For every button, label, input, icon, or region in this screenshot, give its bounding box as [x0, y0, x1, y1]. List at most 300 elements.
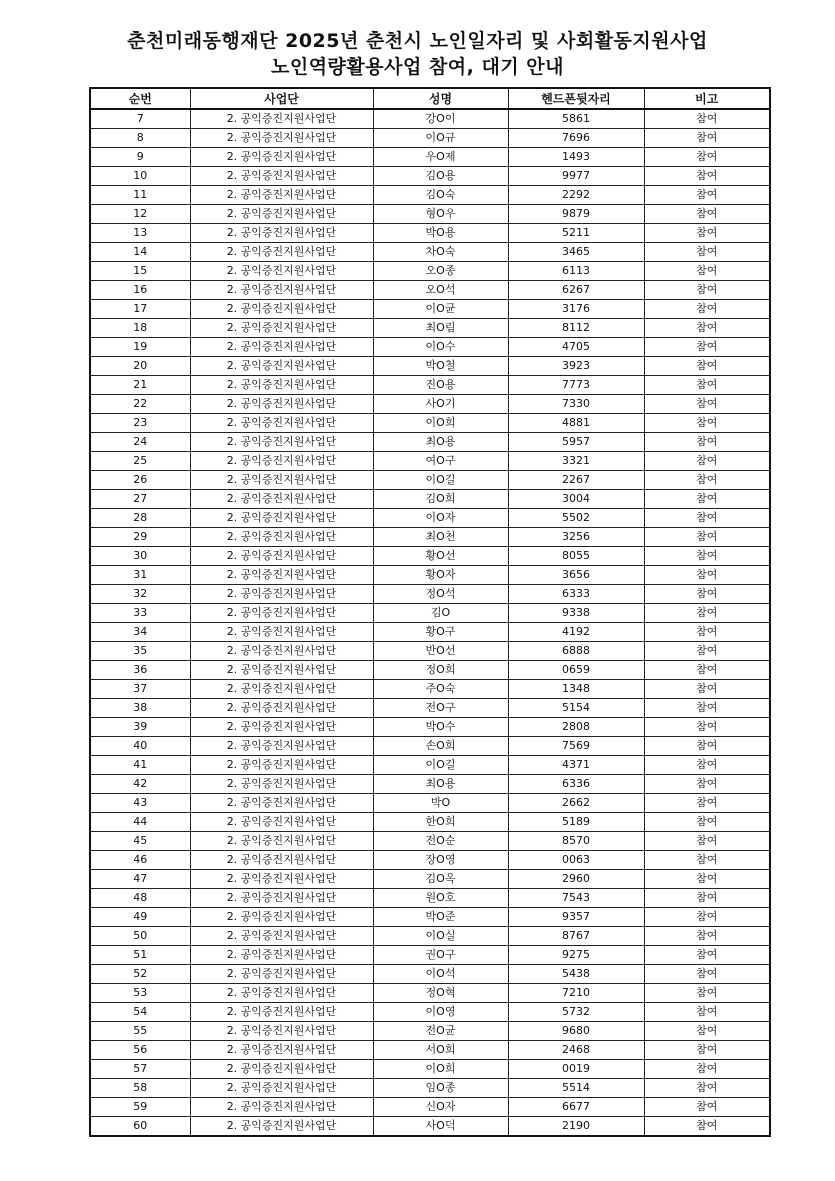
cell-project-group: 2. 공익증진지원사업단 [190, 1041, 373, 1060]
table-row [90, 167, 770, 186]
cell-name: 김O희 [373, 490, 508, 509]
cell-name: 박O준 [373, 908, 508, 927]
cell-sequence-number: 42 [90, 775, 190, 794]
table-row [90, 585, 770, 604]
cell-remarks: 참여 [644, 794, 770, 813]
cell-name: 우O제 [373, 148, 508, 167]
cell-sequence-number: 14 [90, 243, 190, 262]
cell-project-group: 2. 공익증진지원사업단 [190, 1079, 373, 1098]
table-row [90, 756, 770, 775]
cell-sequence-number: 15 [90, 262, 190, 281]
cell-phone-last-digits: 5211 [508, 224, 644, 243]
table-row [90, 1022, 770, 1041]
cell-name: 이O길 [373, 471, 508, 490]
table-row [90, 205, 770, 224]
cell-name: 박O [373, 794, 508, 813]
cell-name: 정O석 [373, 585, 508, 604]
cell-name: 최O천 [373, 528, 508, 547]
cell-phone-last-digits: 4881 [508, 414, 644, 433]
cell-name: 전O구 [373, 699, 508, 718]
table-row [90, 623, 770, 642]
cell-project-group: 2. 공익증진지원사업단 [190, 794, 373, 813]
cell-phone-last-digits: 3256 [508, 528, 644, 547]
cell-phone-last-digits: 0019 [508, 1060, 644, 1079]
cell-phone-last-digits: 2267 [508, 471, 644, 490]
cell-sequence-number: 16 [90, 281, 190, 300]
table-row [90, 243, 770, 262]
cell-phone-last-digits: 1348 [508, 680, 644, 699]
cell-remarks: 참여 [644, 395, 770, 414]
cell-sequence-number: 28 [90, 509, 190, 528]
table-row [90, 224, 770, 243]
table-row [90, 1003, 770, 1022]
cell-project-group: 2. 공익증진지원사업단 [190, 186, 373, 205]
table-row [90, 1041, 770, 1060]
cell-phone-last-digits: 9357 [508, 908, 644, 927]
cell-project-group: 2. 공익증진지원사업단 [190, 1117, 373, 1137]
table-row [90, 965, 770, 984]
cell-project-group: 2. 공익증진지원사업단 [190, 889, 373, 908]
cell-remarks: 참여 [644, 224, 770, 243]
cell-name: 이O규 [373, 129, 508, 148]
cell-project-group: 2. 공익증진지원사업단 [190, 851, 373, 870]
cell-sequence-number: 23 [90, 414, 190, 433]
cell-phone-last-digits: 8112 [508, 319, 644, 338]
cell-remarks: 참여 [644, 1022, 770, 1041]
cell-remarks: 참여 [644, 205, 770, 224]
cell-sequence-number: 45 [90, 832, 190, 851]
cell-remarks: 참여 [644, 851, 770, 870]
table-row [90, 775, 770, 794]
cell-remarks: 참여 [644, 623, 770, 642]
cell-name: 한O희 [373, 813, 508, 832]
cell-sequence-number: 35 [90, 642, 190, 661]
cell-remarks: 참여 [644, 946, 770, 965]
cell-phone-last-digits: 7773 [508, 376, 644, 395]
cell-project-group: 2. 공익증진지원사업단 [190, 452, 373, 471]
cell-sequence-number: 31 [90, 566, 190, 585]
cell-project-group: 2. 공익증진지원사업단 [190, 1098, 373, 1117]
cell-phone-last-digits: 7210 [508, 984, 644, 1003]
table-row [90, 851, 770, 870]
cell-project-group: 2. 공익증진지원사업단 [190, 699, 373, 718]
cell-project-group: 2. 공익증진지원사업단 [190, 661, 373, 680]
cell-phone-last-digits: 5154 [508, 699, 644, 718]
cell-name: 황O선 [373, 547, 508, 566]
cell-project-group: 2. 공익증진지원사업단 [190, 737, 373, 756]
cell-sequence-number: 24 [90, 433, 190, 452]
cell-name: 이O실 [373, 927, 508, 946]
cell-remarks: 참여 [644, 832, 770, 851]
table-row [90, 186, 770, 205]
cell-remarks: 참여 [644, 300, 770, 319]
cell-phone-last-digits: 3176 [508, 300, 644, 319]
cell-remarks: 참여 [644, 965, 770, 984]
cell-remarks: 참여 [644, 585, 770, 604]
cell-remarks: 참여 [644, 129, 770, 148]
cell-project-group: 2. 공익증진지원사업단 [190, 129, 373, 148]
cell-project-group: 2. 공익증진지원사업단 [190, 148, 373, 167]
cell-name: 정O희 [373, 661, 508, 680]
cell-remarks: 참여 [644, 566, 770, 585]
cell-project-group: 2. 공익증진지원사업단 [190, 1003, 373, 1022]
cell-sequence-number: 13 [90, 224, 190, 243]
cell-remarks: 참여 [644, 775, 770, 794]
cell-project-group: 2. 공익증진지원사업단 [190, 946, 373, 965]
cell-project-group: 2. 공익증진지원사업단 [190, 585, 373, 604]
cell-remarks: 참여 [644, 490, 770, 509]
table-row [90, 262, 770, 281]
table-row [90, 300, 770, 319]
cell-project-group: 2. 공익증진지원사업단 [190, 528, 373, 547]
cell-remarks: 참여 [644, 984, 770, 1003]
cell-remarks: 참여 [644, 414, 770, 433]
cell-project-group: 2. 공익증진지원사업단 [190, 623, 373, 642]
cell-phone-last-digits: 5861 [508, 109, 644, 129]
cell-phone-last-digits: 2960 [508, 870, 644, 889]
cell-sequence-number: 41 [90, 756, 190, 775]
cell-project-group: 2. 공익증진지원사업단 [190, 471, 373, 490]
cell-phone-last-digits: 6113 [508, 262, 644, 281]
cell-remarks: 참여 [644, 509, 770, 528]
cell-remarks: 참여 [644, 1117, 770, 1137]
cell-remarks: 참여 [644, 167, 770, 186]
cell-sequence-number: 32 [90, 585, 190, 604]
cell-project-group: 2. 공익증진지원사업단 [190, 566, 373, 585]
table-row [90, 129, 770, 148]
cell-project-group: 2. 공익증진지원사업단 [190, 300, 373, 319]
table-row [90, 395, 770, 414]
table-row [90, 832, 770, 851]
cell-phone-last-digits: 3923 [508, 357, 644, 376]
table-row [90, 642, 770, 661]
table-row [90, 794, 770, 813]
cell-sequence-number: 21 [90, 376, 190, 395]
cell-phone-last-digits: 3004 [508, 490, 644, 509]
cell-remarks: 참여 [644, 661, 770, 680]
cell-sequence-number: 40 [90, 737, 190, 756]
cell-name: 이O자 [373, 509, 508, 528]
cell-remarks: 참여 [644, 148, 770, 167]
cell-phone-last-digits: 8767 [508, 927, 644, 946]
table-row [90, 1117, 770, 1137]
cell-name: 박O용 [373, 224, 508, 243]
table-row [90, 908, 770, 927]
cell-name: 이O석 [373, 965, 508, 984]
cell-phone-last-digits: 7696 [508, 129, 644, 148]
cell-phone-last-digits: 5502 [508, 509, 644, 528]
cell-project-group: 2. 공익증진지원사업단 [190, 680, 373, 699]
cell-sequence-number: 43 [90, 794, 190, 813]
cell-sequence-number: 22 [90, 395, 190, 414]
cell-name: 형O우 [373, 205, 508, 224]
cell-project-group: 2. 공익증진지원사업단 [190, 965, 373, 984]
cell-remarks: 참여 [644, 338, 770, 357]
table-header-row [90, 88, 770, 109]
cell-name: 오O종 [373, 262, 508, 281]
cell-remarks: 참여 [644, 319, 770, 338]
cell-remarks: 참여 [644, 262, 770, 281]
cell-name: 최O용 [373, 433, 508, 452]
cell-name: 사O기 [373, 395, 508, 414]
page-title: 춘천미래동행재단 2025년 춘천시 노인일자리 및 사회활동지원사업 [127, 30, 708, 52]
cell-phone-last-digits: 2190 [508, 1117, 644, 1137]
cell-remarks: 참여 [644, 718, 770, 737]
cell-project-group: 2. 공익증진지원사업단 [190, 509, 373, 528]
cell-sequence-number: 60 [90, 1117, 190, 1137]
cell-remarks: 참여 [644, 1060, 770, 1079]
cell-project-group: 2. 공익증진지원사업단 [190, 908, 373, 927]
cell-sequence-number: 54 [90, 1003, 190, 1022]
cell-phone-last-digits: 7330 [508, 395, 644, 414]
cell-name: 이O희 [373, 1060, 508, 1079]
table-row [90, 357, 770, 376]
cell-remarks: 참여 [644, 604, 770, 623]
cell-name: 이O균 [373, 300, 508, 319]
cell-sequence-number: 37 [90, 680, 190, 699]
table-row [90, 566, 770, 585]
cell-sequence-number: 9 [90, 148, 190, 167]
cell-remarks: 참여 [644, 680, 770, 699]
cell-name: 최O림 [373, 319, 508, 338]
cell-name: 주O숙 [373, 680, 508, 699]
cell-name: 권O구 [373, 946, 508, 965]
cell-remarks: 참여 [644, 737, 770, 756]
cell-name: 황O자 [373, 566, 508, 585]
cell-remarks: 참여 [644, 870, 770, 889]
cell-phone-last-digits: 0063 [508, 851, 644, 870]
cell-sequence-number: 57 [90, 1060, 190, 1079]
cell-name: 이O영 [373, 1003, 508, 1022]
cell-remarks: 참여 [644, 908, 770, 927]
cell-name: 김O [373, 604, 508, 623]
cell-phone-last-digits: 4371 [508, 756, 644, 775]
table-row [90, 813, 770, 832]
cell-name: 박O수 [373, 718, 508, 737]
cell-project-group: 2. 공익증진지원사업단 [190, 414, 373, 433]
cell-project-group: 2. 공익증진지원사업단 [190, 262, 373, 281]
cell-project-group: 2. 공익증진지원사업단 [190, 547, 373, 566]
table-row [90, 148, 770, 167]
cell-sequence-number: 55 [90, 1022, 190, 1041]
cell-sequence-number: 11 [90, 186, 190, 205]
table-row [90, 1079, 770, 1098]
cell-sequence-number: 17 [90, 300, 190, 319]
cell-phone-last-digits: 8055 [508, 547, 644, 566]
table-row [90, 338, 770, 357]
cell-name: 여O구 [373, 452, 508, 471]
table-row [90, 927, 770, 946]
cell-name: 황O구 [373, 623, 508, 642]
cell-project-group: 2. 공익증진지원사업단 [190, 490, 373, 509]
cell-sequence-number: 34 [90, 623, 190, 642]
cell-name: 반O선 [373, 642, 508, 661]
cell-sequence-number: 50 [90, 927, 190, 946]
cell-phone-last-digits: 2468 [508, 1041, 644, 1060]
cell-name: 김O옥 [373, 870, 508, 889]
table-row [90, 109, 770, 129]
cell-phone-last-digits: 5189 [508, 813, 644, 832]
cell-sequence-number: 48 [90, 889, 190, 908]
cell-phone-last-digits: 6267 [508, 281, 644, 300]
cell-name: 서O희 [373, 1041, 508, 1060]
table-row [90, 414, 770, 433]
cell-remarks: 참여 [644, 889, 770, 908]
cell-phone-last-digits: 3321 [508, 452, 644, 471]
table-row [90, 737, 770, 756]
cell-remarks: 참여 [644, 1041, 770, 1060]
cell-sequence-number: 36 [90, 661, 190, 680]
cell-sequence-number: 56 [90, 1041, 190, 1060]
cell-phone-last-digits: 8570 [508, 832, 644, 851]
cell-name: 이O희 [373, 414, 508, 433]
table-row [90, 376, 770, 395]
table-body [90, 109, 770, 1136]
cell-name: 강O이 [373, 109, 508, 129]
cell-sequence-number: 33 [90, 604, 190, 623]
cell-name: 전O균 [373, 1022, 508, 1041]
cell-remarks: 참여 [644, 813, 770, 832]
cell-phone-last-digits: 1493 [508, 148, 644, 167]
table-row [90, 1060, 770, 1079]
table-row [90, 490, 770, 509]
table-row [90, 870, 770, 889]
table-row [90, 718, 770, 737]
cell-phone-last-digits: 9977 [508, 167, 644, 186]
table-row [90, 604, 770, 623]
table-row [90, 281, 770, 300]
cell-remarks: 참여 [644, 186, 770, 205]
header-name: 성명 [373, 88, 508, 109]
table-row [90, 433, 770, 452]
cell-name: 정O혁 [373, 984, 508, 1003]
cell-phone-last-digits: 3656 [508, 566, 644, 585]
cell-project-group: 2. 공익증진지원사업단 [190, 813, 373, 832]
cell-project-group: 2. 공익증진지원사업단 [190, 775, 373, 794]
cell-project-group: 2. 공익증진지원사업단 [190, 319, 373, 338]
cell-phone-last-digits: 9275 [508, 946, 644, 965]
cell-name: 진O용 [373, 376, 508, 395]
cell-remarks: 참여 [644, 1003, 770, 1022]
header-remarks: 비고 [644, 88, 770, 109]
cell-sequence-number: 51 [90, 946, 190, 965]
cell-sequence-number: 29 [90, 528, 190, 547]
header-sequence-number: 순번 [90, 88, 190, 109]
table-row [90, 471, 770, 490]
cell-name: 박O철 [373, 357, 508, 376]
cell-remarks: 참여 [644, 699, 770, 718]
table-row [90, 984, 770, 1003]
cell-remarks: 참여 [644, 376, 770, 395]
cell-project-group: 2. 공익증진지원사업단 [190, 281, 373, 300]
cell-phone-last-digits: 5514 [508, 1079, 644, 1098]
table-row [90, 528, 770, 547]
cell-phone-last-digits: 6336 [508, 775, 644, 794]
cell-sequence-number: 27 [90, 490, 190, 509]
cell-name: 김O숙 [373, 186, 508, 205]
table-row [90, 946, 770, 965]
cell-phone-last-digits: 7569 [508, 737, 644, 756]
cell-project-group: 2. 공익증진지원사업단 [190, 376, 373, 395]
cell-project-group: 2. 공익증진지원사업단 [190, 395, 373, 414]
cell-project-group: 2. 공익증진지원사업단 [190, 205, 373, 224]
cell-sequence-number: 44 [90, 813, 190, 832]
cell-remarks: 참여 [644, 1079, 770, 1098]
cell-remarks: 참여 [644, 528, 770, 547]
cell-phone-last-digits: 6333 [508, 585, 644, 604]
cell-sequence-number: 46 [90, 851, 190, 870]
cell-project-group: 2. 공익증진지원사업단 [190, 1022, 373, 1041]
cell-phone-last-digits: 3465 [508, 243, 644, 262]
cell-name: 차O숙 [373, 243, 508, 262]
cell-project-group: 2. 공익증진지원사업단 [190, 718, 373, 737]
cell-project-group: 2. 공익증진지원사업단 [190, 109, 373, 129]
cell-phone-last-digits: 0659 [508, 661, 644, 680]
header-phone-last-digits: 헨드폰뒷자리 [508, 88, 644, 109]
cell-sequence-number: 58 [90, 1079, 190, 1098]
cell-name: 오O석 [373, 281, 508, 300]
cell-sequence-number: 19 [90, 338, 190, 357]
cell-project-group: 2. 공익증진지원사업단 [190, 604, 373, 623]
cell-remarks: 참여 [644, 642, 770, 661]
cell-project-group: 2. 공익증진지원사업단 [190, 338, 373, 357]
cell-sequence-number: 12 [90, 205, 190, 224]
cell-project-group: 2. 공익증진지원사업단 [190, 984, 373, 1003]
cell-sequence-number: 7 [90, 109, 190, 129]
table-row [90, 1098, 770, 1117]
cell-phone-last-digits: 4705 [508, 338, 644, 357]
cell-phone-last-digits: 2292 [508, 186, 644, 205]
cell-sequence-number: 39 [90, 718, 190, 737]
cell-phone-last-digits: 9680 [508, 1022, 644, 1041]
cell-phone-last-digits: 9338 [508, 604, 644, 623]
cell-name: 최O용 [373, 775, 508, 794]
table-row [90, 661, 770, 680]
cell-remarks: 참여 [644, 756, 770, 775]
cell-name: 이O길 [373, 756, 508, 775]
cell-name: 신O자 [373, 1098, 508, 1117]
cell-project-group: 2. 공익증진지원사업단 [190, 642, 373, 661]
cell-project-group: 2. 공익증진지원사업단 [190, 1060, 373, 1079]
table-row [90, 452, 770, 471]
table-row [90, 547, 770, 566]
cell-project-group: 2. 공익증진지원사업단 [190, 167, 373, 186]
cell-sequence-number: 26 [90, 471, 190, 490]
cell-phone-last-digits: 5732 [508, 1003, 644, 1022]
cell-phone-last-digits: 2808 [508, 718, 644, 737]
cell-name: 임O종 [373, 1079, 508, 1098]
cell-phone-last-digits: 5957 [508, 433, 644, 452]
table-row [90, 509, 770, 528]
cell-phone-last-digits: 5438 [508, 965, 644, 984]
cell-sequence-number: 18 [90, 319, 190, 338]
cell-remarks: 참여 [644, 471, 770, 490]
cell-name: 원O호 [373, 889, 508, 908]
cell-project-group: 2. 공익증진지원사업단 [190, 357, 373, 376]
cell-name: 전O순 [373, 832, 508, 851]
cell-sequence-number: 52 [90, 965, 190, 984]
header-project-group: 사업단 [190, 88, 373, 109]
cell-phone-last-digits: 2662 [508, 794, 644, 813]
table-row [90, 699, 770, 718]
cell-project-group: 2. 공익증진지원사업단 [190, 870, 373, 889]
cell-remarks: 참여 [644, 357, 770, 376]
cell-remarks: 참여 [644, 547, 770, 566]
table-row [90, 889, 770, 908]
cell-sequence-number: 8 [90, 129, 190, 148]
cell-sequence-number: 38 [90, 699, 190, 718]
cell-remarks: 참여 [644, 452, 770, 471]
